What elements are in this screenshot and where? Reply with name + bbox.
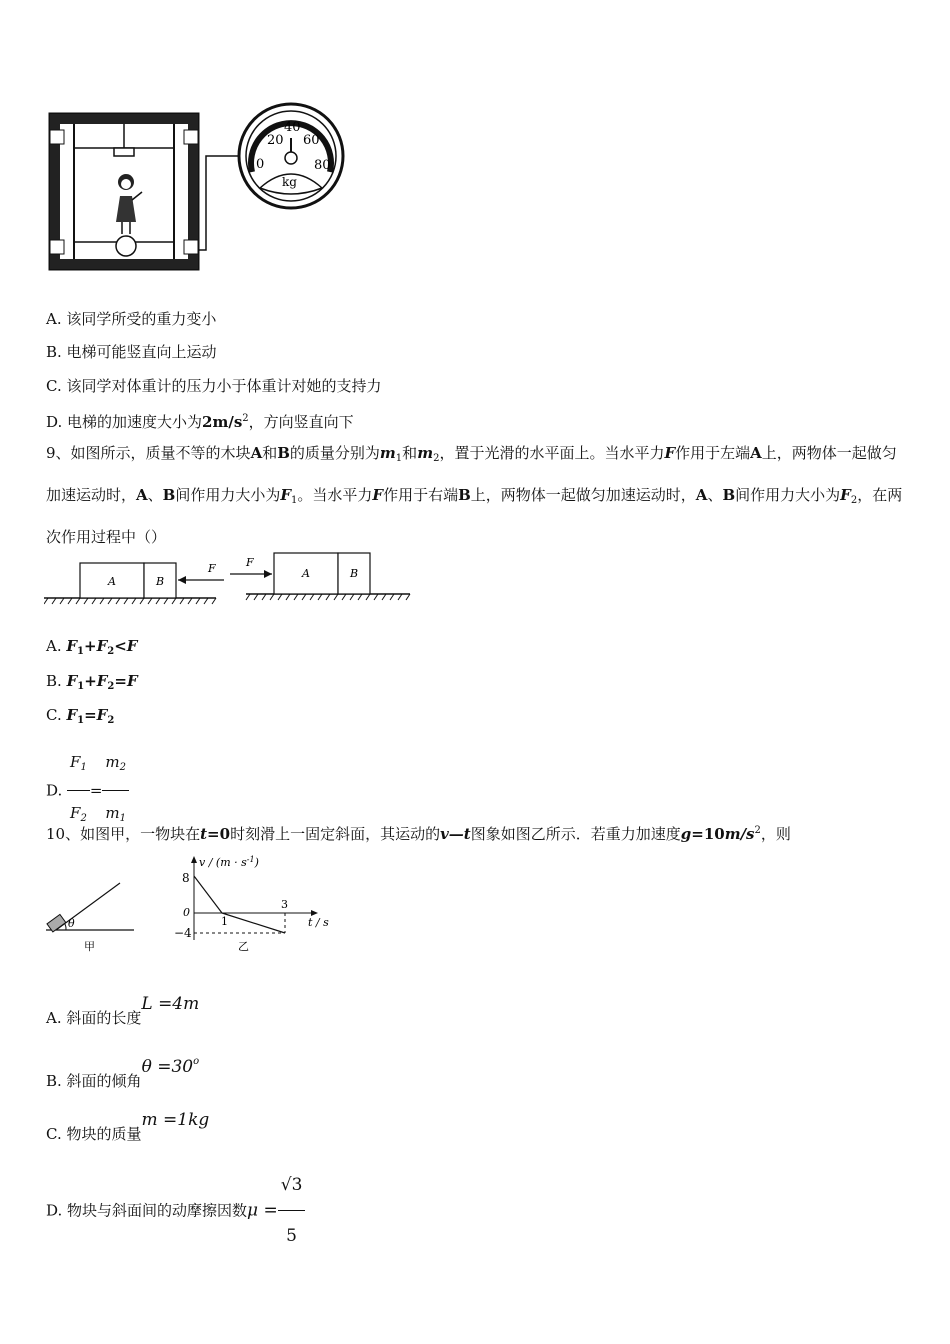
q8-option-d-sup: 2 xyxy=(242,413,249,424)
student-figure xyxy=(116,174,142,234)
dial-tick-label: 20 xyxy=(267,133,284,148)
q9-option-d[interactable]: D. $\frac{F_1}{F_2}$ = $\frac{m_2}{m_1}$ xyxy=(46,740,129,841)
vt-graph-caption: 乙 xyxy=(238,940,249,953)
y-tick-neg4: −4 xyxy=(174,926,192,940)
y-axis-label: $v / (m \cdot s^{-1})$ xyxy=(199,855,259,869)
question-number: 10、 xyxy=(46,825,81,843)
q8-option-a[interactable]: A. 该同学所受的重力变小 xyxy=(46,310,217,328)
x-axis-label: t / s xyxy=(308,916,329,929)
q8-option-d[interactable] xyxy=(46,409,354,432)
block-a-label: A xyxy=(108,575,116,588)
incline-angle-label: θ xyxy=(68,917,75,930)
scale-plate xyxy=(116,236,136,256)
dial-tick-label: 40 xyxy=(284,120,301,135)
q9-option-b[interactable]: B. $F_1+F_2=F$ xyxy=(46,672,138,692)
dial-unit: kg xyxy=(282,175,297,189)
q9-option-c[interactable]: C. $F_1=F_2$ xyxy=(46,706,115,726)
q10-option-d[interactable]: D. 物块与斜面间的动摩擦因数μ = $\frac{√3}{5}$ xyxy=(46,1160,305,1261)
q9-option-a[interactable]: A. $F_1+F_2<F$ xyxy=(46,637,138,657)
q9-blocks-figure xyxy=(44,548,414,608)
block-b-label: B xyxy=(156,575,165,588)
force-label-left: F xyxy=(208,562,216,575)
q8-option-b[interactable]: B. 电梯可能竖直向上运动 xyxy=(46,343,217,361)
block-b-label: B xyxy=(350,567,359,580)
elevator-scale-figure xyxy=(44,100,354,278)
q8-option-c[interactable]: C. 该同学对体重计的压力小于体重计对她的支持力 xyxy=(46,377,382,395)
q9-stem: 9、如图所示，质量不等的木块A和B的质量分别为$m_1$和$m_2$，置于光滑的水平面上。当水平力F作用于左端A上，两物体一起做匀加速运动时，A、B间作用力大小为$F_1$。当水平力F作用于右端B上，两物体一起做匀加速运动时，A、B间作用力大小为$F_2$，在两次作用过程中（） xyxy=(46,444,903,546)
q8-option-d-suffix: ，方向竖直向下 xyxy=(248,413,354,431)
q8-option-d-prefix: D. 电梯的加速度大小为 xyxy=(46,413,203,431)
block-a-label: A xyxy=(302,567,310,580)
dial-tick-label: 60 xyxy=(303,133,320,148)
x-tick-3: 3 xyxy=(281,898,288,911)
dial-tick-label: 80 xyxy=(314,158,331,173)
scale-dial xyxy=(239,104,343,208)
dial-tick-label: 0 xyxy=(256,157,265,172)
x-tick-1: 1 xyxy=(221,915,228,928)
q10-option-a[interactable]: A. 斜面的长度L =4m xyxy=(46,994,200,1027)
q10-option-c[interactable]: C. 物块的质量m =1kg xyxy=(46,1110,210,1143)
force-label-right: F xyxy=(246,556,254,569)
question-number: 9、 xyxy=(46,444,71,462)
q8-option-d-value: 2m/s xyxy=(202,413,243,431)
origin-label: 0 xyxy=(183,906,190,919)
incline-caption: 甲 xyxy=(84,940,95,953)
q10-option-b[interactable]: B. 斜面的倾角$\theta =30^o$ xyxy=(46,1056,200,1090)
incline-figure xyxy=(44,875,140,955)
y-tick-8: 8 xyxy=(182,871,190,885)
q10-stem: 10、如图甲，一物块在t=0时刻滑上一固定斜面，其运动的v—t图象如图乙所示．若重力加速度$g=10m/s^2$，则 xyxy=(46,825,791,843)
vt-graph xyxy=(166,850,336,958)
